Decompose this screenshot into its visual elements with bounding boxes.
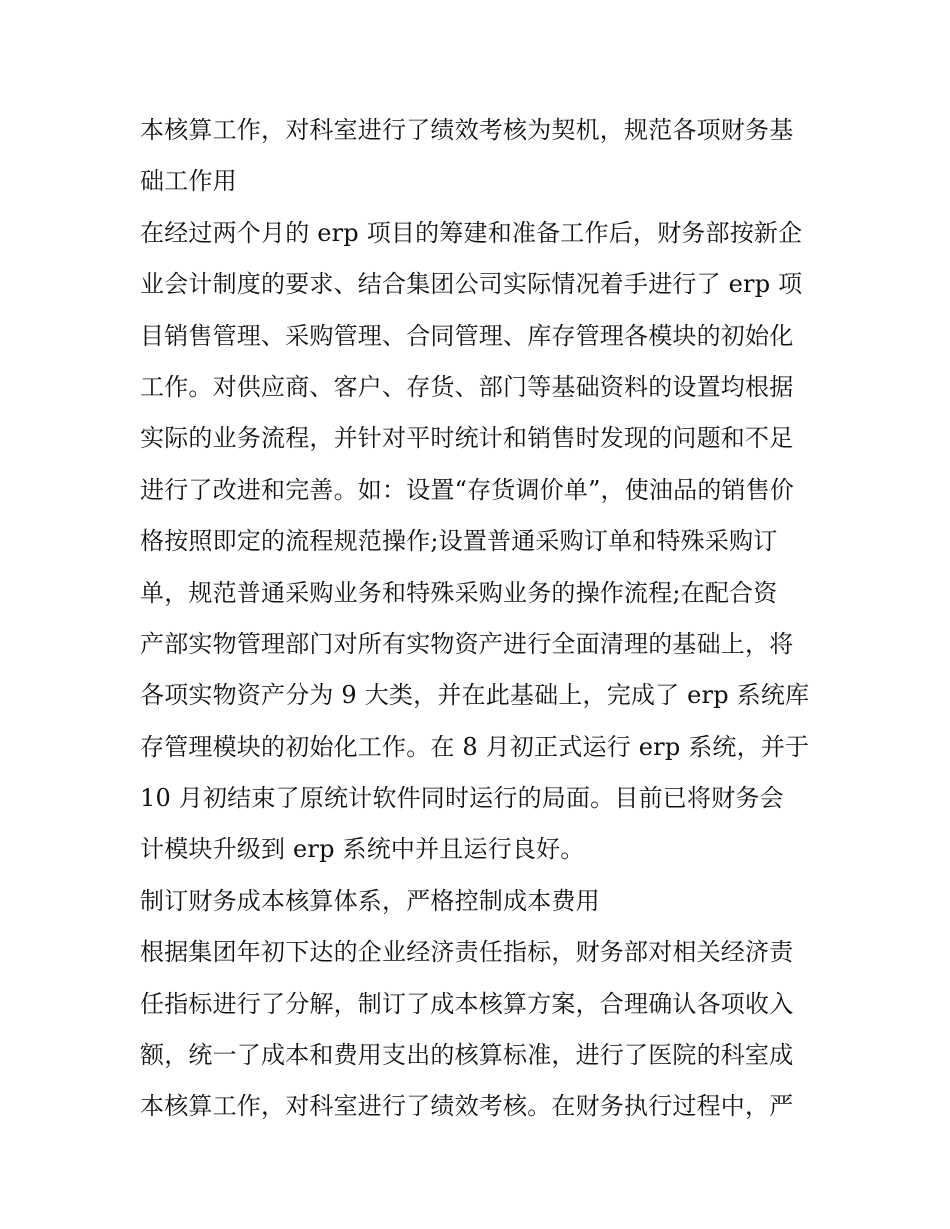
text-line: 产部实物管理部门对所有实物资产进行全面清理的基础上，将: [140, 629, 794, 658]
text-line: 10 月初结束了原统计软件同时运行的局面。目前已将财务会: [140, 784, 784, 813]
text-line: 计模块升级到 erp 系统中并且运行良好。: [140, 835, 585, 864]
body-text: [140, 109, 812, 1137]
section-heading: 制订财务成本核算体系，严格控制成本费用: [140, 886, 600, 915]
text-line: 本核算工作，对科室进行了绩效考核为契机，规范各项财务基: [140, 116, 794, 144]
text-line: 存管理模块的初始化工作。在 8 月初正式运行 erp 系统，并于: [140, 732, 810, 761]
text-line: 根据集团年初下达的企业经济责任指标，财务部对相关经济责: [140, 938, 794, 967]
text-line: 任指标进行了分解，制订了成本核算方案，合理确认各项收入: [140, 989, 794, 1018]
text-line: 单，规范普通采购业务和特殊采购业务的操作流程;在配合资: [140, 578, 778, 607]
text-line: 目销售管理、采购管理、合同管理、库存管理各模块的初始化: [140, 321, 794, 350]
text-line: 业会计制度的要求、结合集团公司实际情况着手进行了 erp 项: [140, 270, 803, 299]
text-line: 格按照即定的流程规范操作;设置普通采购订单和特殊采购订: [140, 527, 778, 556]
text-line: 额，统一了成本和费用支出的核算标准，进行了医院的科室成: [140, 1041, 794, 1070]
text-line: 在经过两个月的 erp 项目的筹建和准备工作后，财务部按新企: [140, 218, 803, 247]
text-line: 实际的业务流程，并针对平时统计和销售时发现的问题和不足: [140, 424, 794, 453]
text-line: 本核算工作，对科室进行了绩效考核。在财务执行过程中，严: [140, 1092, 794, 1121]
text-line: 础工作用: [140, 167, 237, 196]
text-line: 工作。对供应商、客户、存货、部门等基础资料的设置均根据: [140, 372, 794, 401]
text-line: 进行了改进和完善。如：设置“存货调价单”，使油品的销售价: [140, 475, 795, 504]
text-line: 各项实物资产分为 9 大类，并在此基础上，完成了 erp 系统库: [140, 681, 810, 710]
